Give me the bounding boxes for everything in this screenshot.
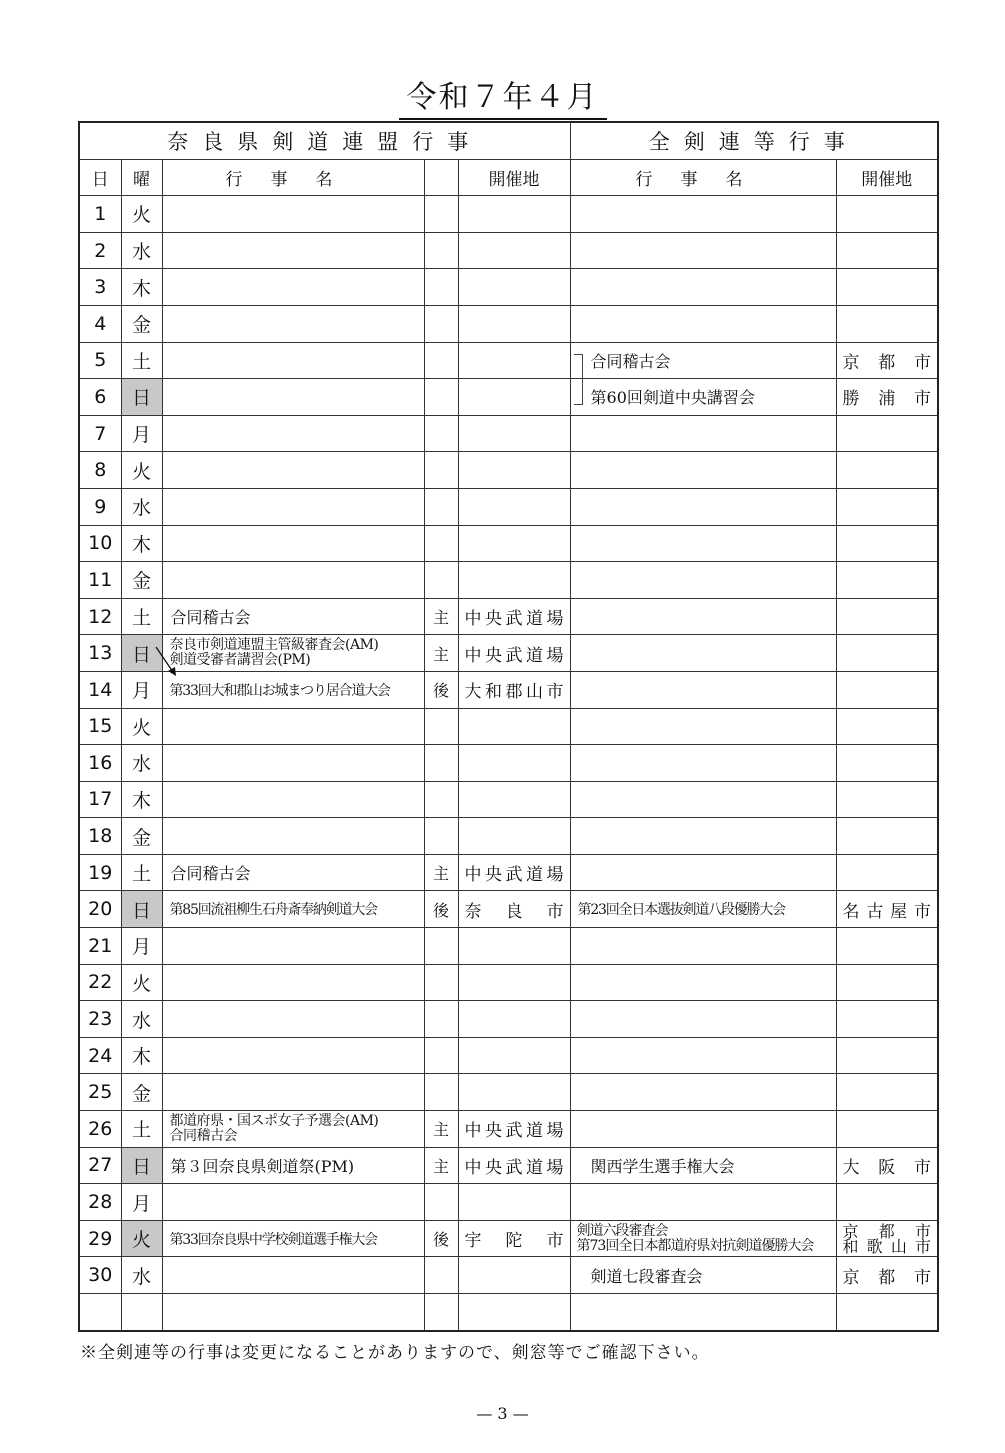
event-name: 合同稽古会 xyxy=(162,598,424,635)
event-mark: 後 xyxy=(424,1220,458,1257)
weekday: 金 xyxy=(121,562,162,599)
event-mark xyxy=(424,1074,458,1111)
event-venue xyxy=(458,1037,570,1074)
national-event-name xyxy=(570,928,836,965)
event-venue xyxy=(458,745,570,782)
event-venue xyxy=(458,196,570,233)
event-name xyxy=(162,379,424,416)
weekday: 木 xyxy=(121,525,162,562)
table-row xyxy=(79,635,938,672)
event-name xyxy=(162,488,424,525)
event-venue: 大和郡山市 xyxy=(458,671,570,708)
line: 和歌山市 xyxy=(842,1236,932,1256)
event-mark xyxy=(424,379,458,416)
national-event-name xyxy=(570,854,836,891)
weekday: 水 xyxy=(121,1001,162,1038)
national-event-venue xyxy=(836,1220,938,1257)
event-mark xyxy=(424,305,458,342)
event-mark: 主 xyxy=(424,598,458,635)
event-venue: 宇陀市 xyxy=(458,1220,570,1257)
weekday: 日 xyxy=(121,635,162,672)
event-name xyxy=(162,1001,424,1038)
event-mark xyxy=(424,488,458,525)
day-number: 15 xyxy=(79,708,121,745)
line: 第73回全日本都道府県対抗剣道優勝大会 xyxy=(576,1237,814,1254)
national-event-name xyxy=(570,1037,836,1074)
event-name xyxy=(162,635,424,672)
national-event-name xyxy=(570,1001,836,1038)
national-event-venue xyxy=(836,854,938,891)
table-row xyxy=(79,1220,938,1257)
event-mark xyxy=(424,269,458,306)
weekday: 木 xyxy=(121,269,162,306)
national-event-venue: 勝浦市 xyxy=(836,379,938,416)
event-mark xyxy=(424,1001,458,1038)
event-mark: 主 xyxy=(424,854,458,891)
event-venue xyxy=(458,1074,570,1111)
national-event-venue xyxy=(836,415,938,452)
weekday: 土 xyxy=(121,342,162,379)
event-mark xyxy=(424,964,458,1001)
table-row xyxy=(79,1147,938,1184)
national-event-venue xyxy=(836,598,938,635)
national-event-venue xyxy=(836,818,938,855)
day-number: 5 xyxy=(79,342,121,379)
day-number: 28 xyxy=(79,1184,121,1221)
weekday: 水 xyxy=(121,232,162,269)
table-row xyxy=(79,232,938,269)
day-number: 17 xyxy=(79,781,121,818)
day-number: 13 xyxy=(79,635,121,672)
weekday: 火 xyxy=(121,452,162,489)
event-name xyxy=(162,196,424,233)
event-venue xyxy=(458,232,570,269)
event-venue xyxy=(458,1184,570,1221)
event-venue xyxy=(458,781,570,818)
weekday: 月 xyxy=(121,928,162,965)
event-venue xyxy=(458,488,570,525)
event-mark xyxy=(424,1037,458,1074)
table-row xyxy=(79,305,938,342)
weekday: 金 xyxy=(121,1074,162,1111)
national-event-venue xyxy=(836,708,938,745)
event-name xyxy=(162,232,424,269)
col-venue: 開催地 xyxy=(458,159,570,196)
event-venue xyxy=(458,1001,570,1038)
event-calendar-table xyxy=(78,121,939,1332)
line: 京都市 xyxy=(842,1221,932,1241)
weekday: 火 xyxy=(121,964,162,1001)
event-name xyxy=(162,415,424,452)
national-event-name: 第60回剣道中央講習会 xyxy=(570,379,836,416)
day-number: 25 xyxy=(79,1074,121,1111)
national-event-name xyxy=(570,671,836,708)
national-event-name xyxy=(570,964,836,1001)
national-event-venue xyxy=(836,232,938,269)
table-row xyxy=(79,745,938,782)
table-row xyxy=(79,671,938,708)
weekday: 月 xyxy=(121,671,162,708)
day-number: 7 xyxy=(79,415,121,452)
day-number: 23 xyxy=(79,1001,121,1038)
weekday: 木 xyxy=(121,1037,162,1074)
national-event-venue: 大阪市 xyxy=(836,1147,938,1184)
event-mark: 主 xyxy=(424,635,458,672)
weekday: 木 xyxy=(121,781,162,818)
table-row xyxy=(79,196,938,233)
national-event-name xyxy=(570,818,836,855)
national-event-name xyxy=(570,269,836,306)
event-name xyxy=(162,1111,424,1148)
weekday: 月 xyxy=(121,1184,162,1221)
event-mark xyxy=(424,781,458,818)
event-name xyxy=(162,1074,424,1111)
table-row xyxy=(79,1184,938,1221)
weekday: 水 xyxy=(121,745,162,782)
event-venue xyxy=(458,415,570,452)
event-name: 第33回奈良県中学校剣道選手権大会 xyxy=(162,1220,424,1257)
day-number: 21 xyxy=(79,928,121,965)
national-event-name xyxy=(570,562,836,599)
table-row xyxy=(79,598,938,635)
day-number: 11 xyxy=(79,562,121,599)
national-event-venue xyxy=(836,781,938,818)
weekday: 金 xyxy=(121,305,162,342)
event-name xyxy=(162,928,424,965)
weekday: 水 xyxy=(121,488,162,525)
event-venue xyxy=(458,305,570,342)
day-number: 19 xyxy=(79,854,121,891)
day-number: 10 xyxy=(79,525,121,562)
day-number: 2 xyxy=(79,232,121,269)
national-event-venue: 名古屋市 xyxy=(836,891,938,928)
national-event-name xyxy=(570,598,836,635)
brace-bracket xyxy=(574,354,583,405)
day-number: 27 xyxy=(79,1147,121,1184)
national-event-venue xyxy=(836,488,938,525)
event-mark xyxy=(424,415,458,452)
weekday: 火 xyxy=(121,1220,162,1257)
event-name xyxy=(162,562,424,599)
weekday: 火 xyxy=(121,196,162,233)
table-row xyxy=(79,891,938,928)
event-name xyxy=(162,305,424,342)
event-mark xyxy=(424,745,458,782)
event-venue xyxy=(458,708,570,745)
event-venue xyxy=(458,1257,570,1294)
event-venue: 中央武道場 xyxy=(458,1111,570,1148)
column-header-row xyxy=(79,159,938,196)
event-venue: 中央武道場 xyxy=(458,635,570,672)
col-mark xyxy=(424,159,458,196)
weekday: 日 xyxy=(121,379,162,416)
event-venue: 中央武道場 xyxy=(458,854,570,891)
day-number: 4 xyxy=(79,305,121,342)
national-event-venue xyxy=(836,269,938,306)
national-event-name: 合同稽古会 xyxy=(570,342,836,379)
event-name: 合同稽古会 xyxy=(162,854,424,891)
national-event-name xyxy=(570,305,836,342)
national-event-name xyxy=(570,1220,836,1257)
weekday: 水 xyxy=(121,1257,162,1294)
national-event-venue xyxy=(836,1111,938,1148)
national-event-name xyxy=(570,452,836,489)
event-venue xyxy=(458,562,570,599)
event-mark xyxy=(424,1257,458,1294)
event-mark: 主 xyxy=(424,1111,458,1148)
national-event-venue xyxy=(836,928,938,965)
national-event-name xyxy=(570,781,836,818)
footnote: ※全剣連等の行事は変更になることがありますので、剣窓等でご確認下さい。 xyxy=(80,1343,710,1363)
event-name xyxy=(162,269,424,306)
col-national-event: 行事名 xyxy=(570,159,836,196)
weekday: 金 xyxy=(121,818,162,855)
event-name xyxy=(162,745,424,782)
event-mark xyxy=(424,342,458,379)
event-mark xyxy=(424,1184,458,1221)
event-name: 第85回流祖柳生石舟斎奉納剣道大会 xyxy=(162,891,424,928)
national-event-name: 関西学生選手権大会 xyxy=(570,1147,836,1184)
table-row xyxy=(79,1257,938,1294)
event-venue xyxy=(458,525,570,562)
national-event-name: 第23回全日本選抜剣道八段優勝大会 xyxy=(570,891,836,928)
event-name xyxy=(162,964,424,1001)
event-venue: 中央武道場 xyxy=(458,598,570,635)
national-event-venue xyxy=(836,1001,938,1038)
arrow-icon xyxy=(154,645,184,685)
day-number: 18 xyxy=(79,818,121,855)
national-event-venue xyxy=(836,562,938,599)
national-event-name xyxy=(570,1184,836,1221)
national-event-venue xyxy=(836,635,938,672)
national-event-venue xyxy=(836,305,938,342)
event-venue xyxy=(458,452,570,489)
event-venue: 中央武道場 xyxy=(458,1147,570,1184)
national-event-venue xyxy=(836,525,938,562)
section-nara: 奈良県剣道連盟行事 xyxy=(79,122,570,159)
event-venue xyxy=(458,269,570,306)
weekday: 月 xyxy=(121,415,162,452)
event-mark xyxy=(424,708,458,745)
day-number: 1 xyxy=(79,196,121,233)
table-row xyxy=(79,269,938,306)
day-number: 22 xyxy=(79,964,121,1001)
national-event-name xyxy=(570,708,836,745)
event-name xyxy=(162,1037,424,1074)
day-number: 16 xyxy=(79,745,121,782)
day-number: 26 xyxy=(79,1111,121,1148)
day-number: 29 xyxy=(79,1220,121,1257)
event-name xyxy=(162,818,424,855)
line: 剣道六段審査会 xyxy=(576,1222,668,1239)
section-header-row xyxy=(79,122,938,159)
table-row xyxy=(79,342,938,379)
table-row xyxy=(79,854,938,891)
national-event-venue xyxy=(836,964,938,1001)
national-event-name xyxy=(570,1111,836,1148)
event-name: 第33回大和郡山お城まつり居合道大会 xyxy=(162,671,424,708)
day-number: 12 xyxy=(79,598,121,635)
col-event: 行事名 xyxy=(162,159,424,196)
table-row xyxy=(79,964,938,1001)
event-name xyxy=(162,452,424,489)
line: 剣道受審者講習会(PM) xyxy=(169,652,311,669)
day-number: 8 xyxy=(79,452,121,489)
national-event-venue xyxy=(836,745,938,782)
table-row xyxy=(79,928,938,965)
line: 都道府県・国スポ女子予選会(AM) xyxy=(169,1112,379,1129)
day-number: 9 xyxy=(79,488,121,525)
weekday: 土 xyxy=(121,598,162,635)
table-row xyxy=(79,781,938,818)
table-row xyxy=(79,452,938,489)
day-number: 24 xyxy=(79,1037,121,1074)
event-venue xyxy=(458,964,570,1001)
national-event-name xyxy=(570,1074,836,1111)
event-venue xyxy=(458,379,570,416)
event-mark: 主 xyxy=(424,1147,458,1184)
event-name xyxy=(162,1184,424,1221)
national-event-venue xyxy=(836,1037,938,1074)
col-weekday: 曜 xyxy=(121,159,162,196)
weekday: 日 xyxy=(121,1147,162,1184)
national-event-name xyxy=(570,745,836,782)
national-event-venue xyxy=(836,671,938,708)
table-row xyxy=(79,1074,938,1111)
line: 合同稽古会 xyxy=(169,1127,237,1144)
table-row xyxy=(79,818,938,855)
event-venue: 奈良市 xyxy=(458,891,570,928)
event-mark xyxy=(424,452,458,489)
national-event-venue xyxy=(836,452,938,489)
national-event-name xyxy=(570,196,836,233)
national-event-venue xyxy=(836,196,938,233)
col-day: 日 xyxy=(79,159,121,196)
day-number: 14 xyxy=(79,671,121,708)
col-national-venue: 開催地 xyxy=(836,159,938,196)
national-event-venue: 京都市 xyxy=(836,342,938,379)
event-mark xyxy=(424,525,458,562)
national-event-venue: 京都市 xyxy=(836,1257,938,1294)
weekday: 火 xyxy=(121,708,162,745)
event-mark xyxy=(424,232,458,269)
page-title: 令和７年４月 xyxy=(0,72,1005,120)
event-venue xyxy=(458,342,570,379)
page-number: — 3 — xyxy=(476,1404,529,1423)
national-event-name xyxy=(570,488,836,525)
event-mark xyxy=(424,196,458,233)
table-row xyxy=(79,1111,938,1148)
table-row xyxy=(79,488,938,525)
event-venue xyxy=(458,818,570,855)
day-number: 6 xyxy=(79,379,121,416)
weekday: 土 xyxy=(121,854,162,891)
table-row xyxy=(79,379,938,416)
line: 奈良市剣道連盟主管級審査会(AM) xyxy=(169,637,379,654)
national-event-venue xyxy=(836,1184,938,1221)
event-mark xyxy=(424,818,458,855)
table-row xyxy=(79,708,938,745)
national-event-name: 剣道七段審査会 xyxy=(570,1257,836,1294)
national-event-name xyxy=(570,232,836,269)
event-name xyxy=(162,342,424,379)
event-mark xyxy=(424,928,458,965)
national-event-name xyxy=(570,635,836,672)
table-row-empty xyxy=(79,1294,938,1331)
table-row xyxy=(79,1001,938,1038)
table-row xyxy=(79,562,938,599)
weekday: 土 xyxy=(121,1111,162,1148)
event-mark: 後 xyxy=(424,671,458,708)
event-name xyxy=(162,525,424,562)
event-mark: 後 xyxy=(424,891,458,928)
weekday: 日 xyxy=(121,891,162,928)
table-row xyxy=(79,415,938,452)
day-number: 3 xyxy=(79,269,121,306)
table-row xyxy=(79,1037,938,1074)
section-national: 全剣連等行事 xyxy=(570,122,938,159)
event-name xyxy=(162,1257,424,1294)
event-name xyxy=(162,708,424,745)
national-event-venue xyxy=(836,1074,938,1111)
day-number: 20 xyxy=(79,891,121,928)
event-mark xyxy=(424,562,458,599)
event-name: 第３回奈良県剣道祭(PM) xyxy=(162,1147,424,1184)
national-event-name xyxy=(570,525,836,562)
table-row xyxy=(79,525,938,562)
day-number: 30 xyxy=(79,1257,121,1294)
national-event-name xyxy=(570,415,836,452)
event-name xyxy=(162,781,424,818)
event-venue xyxy=(458,928,570,965)
